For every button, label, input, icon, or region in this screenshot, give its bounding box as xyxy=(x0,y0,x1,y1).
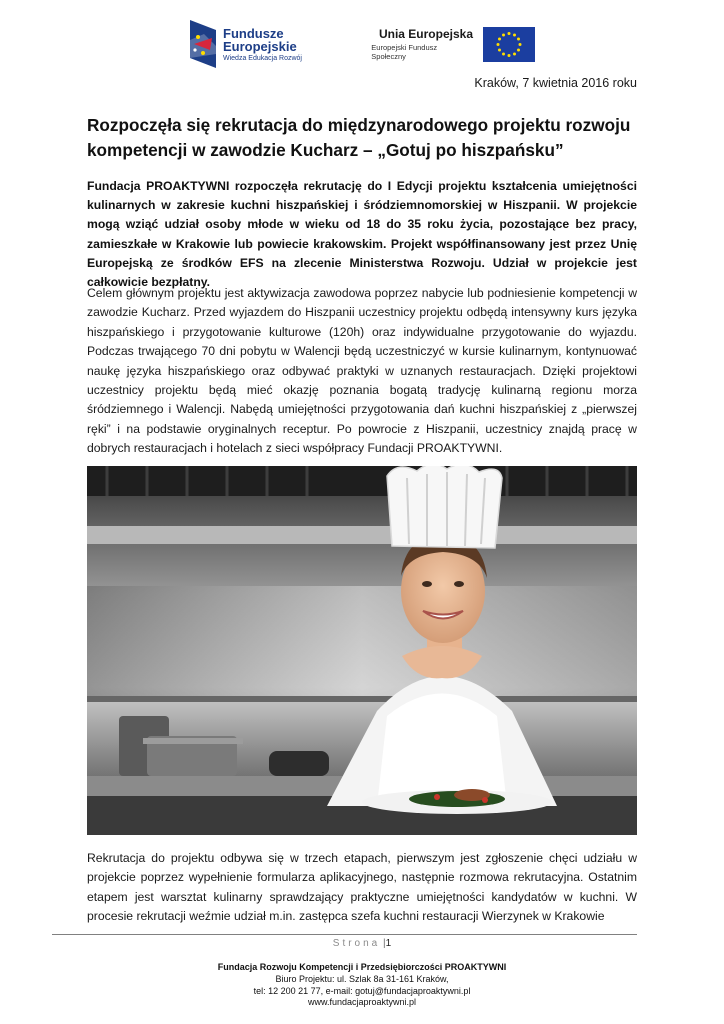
unia-europejska-logo xyxy=(371,27,535,62)
article-title: Rozpoczęła się rekrutacja do międzynarodowego projektu rozwoju kompetencji w zawodzie Kucharz – „Gotuj po hiszpańsku” xyxy=(87,115,631,160)
ue-logo-title: Unia Europejska xyxy=(378,27,473,41)
footer-contact-line: tel: 12 200 21 77, e-mail: gotuj@fundacjaproaktywni.pl xyxy=(253,985,471,996)
page-number-value: 1 xyxy=(385,938,392,949)
footer-contact xyxy=(0,962,724,1009)
article-paragraph-2: Rekrutacja do projektu odbywa się w trzech etapach, pierwszym jest zgłoszenie chęci udziału w projekcie poprzez wypełnienie formularza aplikacyjnego, następnie rozmowa rekrutacyjna. Ostatnim etapem jest warsztat kulinarny sprawdzający praktyczne umiejętności kandydatów w kuchni. W procesie rekrutacji weźmie udział m.in. zastępca szefa kuchni restauracji Wierzynek w Krakowie xyxy=(87,851,637,924)
fundusze-europejskie-logo xyxy=(190,20,329,68)
chef-photo xyxy=(87,466,637,835)
fe-logo-line1: Fundusze xyxy=(223,25,284,41)
page-number xyxy=(0,938,724,949)
eu-flag-icon xyxy=(483,27,535,62)
header-logos xyxy=(190,14,535,74)
page-label: Strona xyxy=(332,938,381,949)
ue-logo-subtitle: Europejski Fundusz Społeczny xyxy=(371,43,438,61)
article-lead: Fundacja PROAKTYWNI rozpoczęła rekrutację do I Edycji projektu kształcenia umiejętności kulinarnych w zakresie kuchni hiszpańskiej i śródziemnomorskiej w Hiszpanii. W projekcie mogą wziąć udział osoby młode w wieku od 18 do 35 roku życia, pozostające bez pracy, zamieszkałe w Krakowie lub powiecie krakowskim. Projekt współfinansowany jest przez Unię Europejską ze środków EFS na zlecenie Ministerstwa Rozwoju. Udział w projekcie jest całkowicie bezpłatny. xyxy=(87,179,637,290)
page-separator: | xyxy=(383,938,386,949)
footer-website: www.fundacjaproaktywni.pl xyxy=(307,997,417,1008)
footer-divider xyxy=(52,934,637,935)
footer-office: Biuro Projektu: ul. Szlak 8a 31-161 Kraków, xyxy=(275,973,449,984)
fe-flag-icon xyxy=(190,20,216,68)
article-paragraph-1: Celem głównym projektu jest aktywizacja zawodowa poprzez nabycie lub podniesienie kompetencji w zawodzie Kucharz. Przed wyjazdem do Hiszpanii uczestnicy projektu odbędą intensywny kurs języka hiszpańskiego i przygotowanie kulturowe (120h) oraz indywidualne przygotowanie do wyjazdu. Podczas trwającego 70 dni pobytu w Walencji będą uczestniczyć w kursie kulinarnym, kontynuować naukę języka hiszpańskiego oraz odbywać praktyki w uznanych restauracjach. Dzięki projektowi uczestnicy projektu będą mieć okazję poznania bogatą tradycję kulinarną regionu morza śródziemnego i Walencji. Nabędą umiejętności przygotowania dań kuchni hiszpańskiej z „pierwszej ręki” i na podstawie oryginalnych receptur. Po powrocie z Hiszpanii, uczestnicy znajdą pracę w dobrych restauracjach i hotelach z sieci współpracy Fundacji PROAKTYWNI. xyxy=(87,286,637,456)
footer-organization: Fundacja Rozwoju Kompetencji i Przedsiębiorczości PROAKTYWNI xyxy=(217,962,507,972)
fe-logo-line3: Wiedza Edukacja Rozwój xyxy=(223,54,302,62)
document-date: Kraków, 7 kwietnia 2016 roku xyxy=(474,76,637,90)
fe-logo-line2: Europejskie xyxy=(223,38,297,54)
